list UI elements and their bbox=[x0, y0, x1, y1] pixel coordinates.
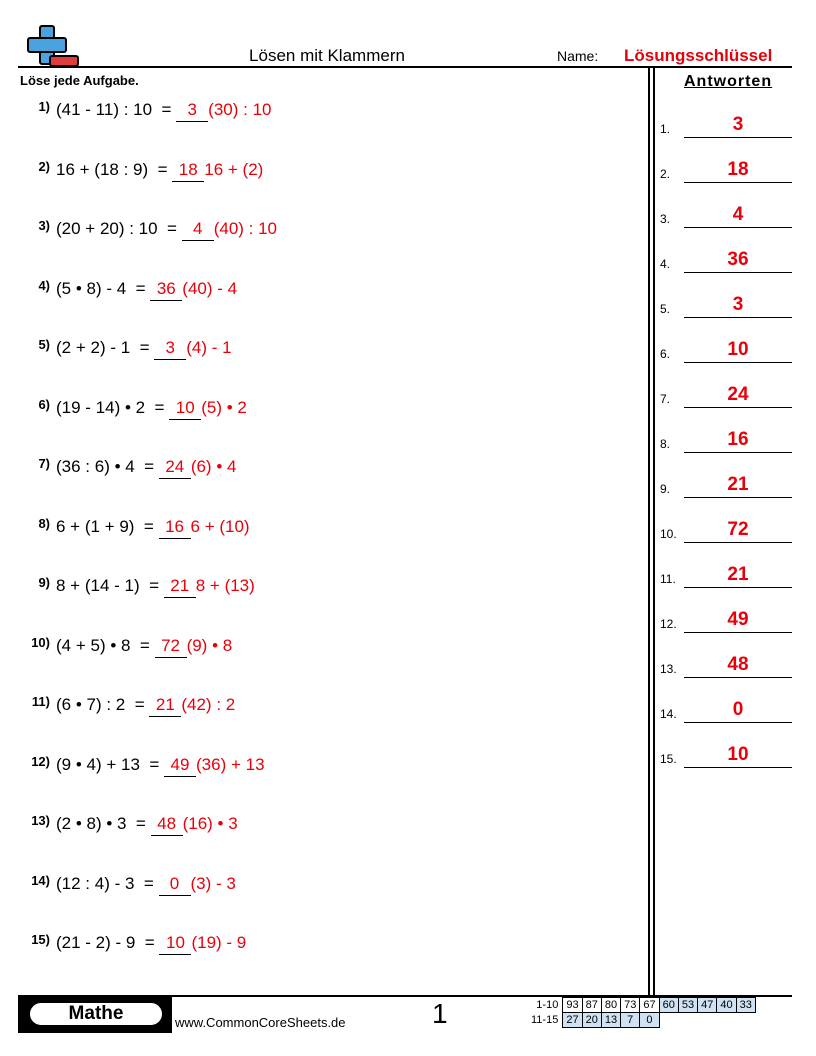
problem-number: 12) bbox=[31, 753, 50, 769]
answer-key-number: 4. bbox=[660, 257, 671, 271]
score-cell: 7 bbox=[621, 1013, 640, 1028]
answer-key-value: 10 bbox=[727, 744, 749, 765]
problem-number: 10) bbox=[31, 634, 50, 650]
problem-number: 13) bbox=[31, 813, 50, 828]
answer-key-row bbox=[660, 603, 792, 633]
answer-key-number: 13. bbox=[660, 662, 677, 676]
answer-blank: 36 bbox=[150, 279, 182, 301]
problem-row bbox=[22, 516, 250, 546]
answer-line bbox=[684, 182, 792, 183]
answer-key-value: 21 bbox=[727, 564, 749, 585]
problem-expression: (5 • 8) - 4 = bbox=[56, 278, 151, 298]
score-cell: 67 bbox=[640, 998, 659, 1013]
answer-key-row bbox=[660, 198, 792, 228]
problem-number: 8) bbox=[38, 515, 50, 531]
score-cell: 33 bbox=[736, 998, 755, 1013]
problem-number: 1) bbox=[38, 99, 50, 114]
answer-key-row bbox=[660, 738, 792, 768]
answer-key-row bbox=[660, 153, 792, 183]
problem-row bbox=[22, 278, 237, 308]
solution-step: (6) • 4 bbox=[190, 457, 237, 476]
answer-line bbox=[684, 407, 792, 408]
problem-expression: 6 + (1 + 9) = bbox=[56, 516, 159, 536]
solution-step: (30) : 10 bbox=[208, 100, 272, 119]
solution-step: 8 + (13) bbox=[195, 576, 255, 595]
answer-key-number: 14. bbox=[660, 707, 677, 721]
problem-row bbox=[22, 337, 232, 367]
answer-key-value: 10 bbox=[727, 339, 749, 360]
answer-blank: 0 bbox=[159, 874, 191, 896]
answer-line bbox=[684, 272, 792, 273]
answer-key-value: 36 bbox=[727, 249, 749, 270]
answer-key-value: 0 bbox=[732, 699, 744, 720]
problem-row bbox=[22, 694, 235, 724]
answer-key-number: 9. bbox=[660, 482, 671, 496]
answer-line bbox=[684, 452, 792, 453]
answer-key-number: 2. bbox=[660, 167, 671, 181]
answer-blank: 3 bbox=[154, 338, 186, 360]
problem-number: 9) bbox=[38, 575, 50, 590]
answer-line bbox=[684, 587, 792, 588]
page-number: 1 bbox=[432, 998, 448, 1029]
answer-key-row bbox=[660, 243, 792, 273]
solution-step: 16 + (2) bbox=[204, 159, 264, 179]
problem-expression: (2 • 8) • 3 = bbox=[56, 814, 151, 833]
score-cell: 93 bbox=[563, 998, 582, 1013]
problem-expression: (2 + 2) - 1 = bbox=[56, 338, 155, 357]
answer-key-title: Lösungsschlüssel bbox=[624, 46, 773, 65]
column-divider bbox=[653, 68, 655, 996]
problem-number: 7) bbox=[38, 456, 50, 471]
score-cell: 0 bbox=[640, 1013, 659, 1028]
answer-blank: 3 bbox=[176, 100, 208, 122]
answer-key-row bbox=[660, 513, 792, 543]
answer-key-row bbox=[660, 558, 792, 588]
answer-key-number: 12. bbox=[660, 617, 677, 631]
problem-number: 5) bbox=[38, 337, 50, 352]
answer-blank: 4 bbox=[182, 219, 214, 241]
problem-expression: (19 - 14) • 2 = bbox=[56, 397, 170, 417]
subject-badge: Mathe bbox=[26, 999, 166, 1029]
answer-key-row bbox=[660, 468, 792, 498]
answer-line bbox=[684, 317, 792, 318]
score-cell: 20 bbox=[582, 1013, 601, 1028]
answer-blank: 48 bbox=[151, 814, 183, 836]
answer-blank: 49 bbox=[164, 755, 196, 777]
answer-blank: 24 bbox=[159, 457, 191, 479]
problem-number: 14) bbox=[31, 872, 50, 888]
solution-step: (40) : 10 bbox=[213, 219, 278, 238]
solution-step: (16) • 3 bbox=[182, 814, 238, 833]
answer-line bbox=[684, 542, 792, 543]
problem-expression: 8 + (14 - 1) = bbox=[56, 576, 164, 595]
answer-key-row bbox=[660, 333, 792, 363]
problem-row bbox=[22, 575, 255, 605]
instructions: Löse jede Aufgabe. bbox=[20, 73, 139, 88]
answer-key-value: 16 bbox=[727, 429, 749, 450]
problem-row bbox=[22, 159, 263, 189]
solution-step: (5) • 2 bbox=[201, 397, 247, 417]
score-row bbox=[528, 1013, 755, 1028]
answer-key-number: 15. bbox=[660, 752, 677, 766]
name-label: Name: bbox=[557, 48, 599, 64]
score-cell: 53 bbox=[678, 998, 697, 1013]
solution-step: (9) • 8 bbox=[186, 635, 233, 655]
solution-step: (19) - 9 bbox=[191, 933, 247, 952]
score-cell: 47 bbox=[698, 998, 717, 1013]
problem-row bbox=[22, 397, 247, 427]
answer-key-value: 4 bbox=[732, 204, 744, 225]
score-cell: 13 bbox=[601, 1013, 620, 1028]
answer-key-value: 3 bbox=[732, 114, 744, 135]
score-cell: 80 bbox=[601, 998, 620, 1013]
score-cell: 87 bbox=[582, 998, 601, 1013]
score-range-label: 11-15 bbox=[531, 1014, 559, 1026]
problem-row bbox=[22, 99, 271, 129]
problem-number: 3) bbox=[38, 218, 50, 233]
solution-step: (40) - 4 bbox=[182, 278, 238, 298]
score-cell: 40 bbox=[717, 998, 736, 1013]
answer-key-number: 7. bbox=[660, 392, 671, 406]
problem-expression: (4 + 5) • 8 = bbox=[56, 635, 155, 655]
answer-line bbox=[684, 137, 792, 138]
answer-key-value: 72 bbox=[727, 519, 749, 540]
score-cell: 60 bbox=[659, 998, 678, 1013]
answer-line bbox=[684, 362, 792, 363]
score-row bbox=[528, 998, 755, 1013]
answer-key-number: 8. bbox=[660, 437, 671, 451]
column-divider bbox=[648, 68, 650, 996]
answer-blank: 16 bbox=[159, 517, 191, 539]
problem-number: 2) bbox=[38, 158, 50, 174]
answer-blank: 18 bbox=[172, 160, 204, 182]
score-range-label: 1-10 bbox=[536, 999, 559, 1011]
answer-key-number: 3. bbox=[660, 212, 671, 226]
answer-key-value: 49 bbox=[727, 609, 749, 630]
answer-line bbox=[684, 677, 792, 678]
problem-row bbox=[22, 218, 277, 248]
problem-expression: (6 • 7) : 2 = bbox=[56, 695, 150, 714]
answer-key-row bbox=[660, 288, 792, 318]
answer-line bbox=[684, 227, 792, 228]
answer-key-row bbox=[660, 108, 792, 138]
answer-key-row bbox=[660, 648, 792, 678]
answer-blank: 21 bbox=[149, 695, 181, 717]
answers-title: Antworten bbox=[684, 73, 773, 90]
answer-blank: 10 bbox=[159, 933, 191, 955]
answer-key-number: 6. bbox=[660, 347, 671, 361]
problem-row bbox=[22, 813, 238, 843]
score-cell: 27 bbox=[563, 1013, 582, 1028]
answer-key-number: 5. bbox=[660, 302, 671, 316]
answer-key-value: 3 bbox=[732, 294, 744, 315]
answer-key-row bbox=[660, 693, 792, 723]
problem-number: 15) bbox=[31, 932, 50, 947]
problem-expression: (41 - 11) : 10 = bbox=[56, 100, 177, 119]
problem-number: 6) bbox=[38, 396, 50, 412]
problem-expression: (36 : 6) • 4 = bbox=[56, 457, 159, 476]
solution-step: (36) + 13 bbox=[196, 754, 265, 774]
score-table bbox=[528, 997, 756, 1028]
answer-key-number: 1. bbox=[660, 122, 671, 136]
problem-expression: (9 • 4) + 13 = bbox=[56, 754, 165, 774]
problem-row bbox=[22, 873, 236, 903]
header-divider bbox=[18, 66, 792, 68]
solution-step: (42) : 2 bbox=[181, 695, 236, 714]
problem-number: 4) bbox=[38, 277, 50, 293]
solution-step: (4) - 1 bbox=[186, 338, 232, 357]
problem-number: 11) bbox=[31, 694, 50, 709]
answer-key-number: 10. bbox=[660, 527, 677, 541]
answer-blank: 72 bbox=[155, 636, 187, 658]
answer-line bbox=[684, 767, 792, 768]
problem-expression: (20 + 20) : 10 = bbox=[56, 219, 182, 238]
problem-expression: 16 + (18 : 9) = bbox=[56, 159, 173, 179]
answer-key-row bbox=[660, 378, 792, 408]
answer-line bbox=[684, 632, 792, 633]
problem-row bbox=[22, 456, 236, 486]
answer-key-number: 11. bbox=[660, 572, 676, 586]
answer-key-row bbox=[660, 423, 792, 453]
problem-expression: (12 : 4) - 3 = bbox=[56, 873, 159, 893]
answer-key-value: 48 bbox=[727, 654, 749, 675]
answer-line bbox=[684, 497, 792, 498]
problem-row bbox=[22, 754, 265, 784]
answer-key-value: 21 bbox=[727, 474, 749, 495]
answer-blank: 10 bbox=[169, 398, 201, 420]
problem-row bbox=[22, 932, 246, 962]
answer-blank: 21 bbox=[164, 576, 196, 598]
answer-line bbox=[684, 722, 792, 723]
problem-row bbox=[22, 635, 232, 665]
solution-step: (3) - 3 bbox=[190, 873, 236, 893]
page-title: Lösen mit Klammern bbox=[249, 46, 405, 65]
website-url: www.CommonCoreSheets.de bbox=[175, 1015, 346, 1030]
problem-expression: (21 - 2) - 9 = bbox=[56, 933, 160, 952]
answer-key-value: 24 bbox=[727, 384, 749, 405]
score-cell: 73 bbox=[621, 998, 640, 1013]
answer-key-value: 18 bbox=[727, 159, 749, 180]
solution-step: 6 + (10) bbox=[190, 516, 250, 536]
